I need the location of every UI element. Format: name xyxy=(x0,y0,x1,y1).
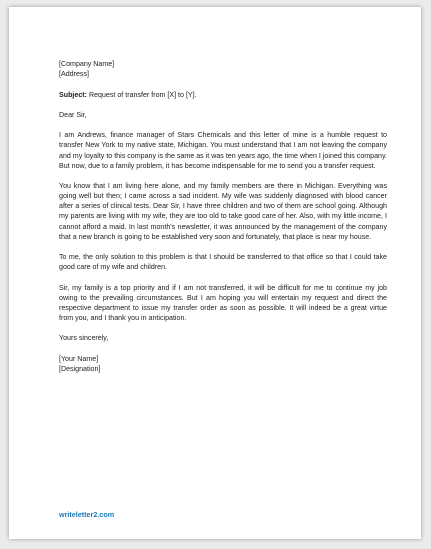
signature-name: [Your Name] xyxy=(59,354,99,363)
body-paragraph-2: You know that I am living here alone, and my family members are there in Michigan. Everything was going well but then; I came across a sad incident. My wife was suddenly diagnosed with blood cancer after a series of clinical tests. Dear Sir, I have three children and two of them are school going. Although my parents are living with my wife, they are too old to take good care of her. Also, with my little income, I cannot afford a maid. In last month's newsletter, it was announced by the management of the company that a new branch is going to be established very soon and fortunately, that place is near my house. xyxy=(59,182,387,241)
salutation: Dear Sir, xyxy=(59,110,87,119)
recipient-address: [Address] xyxy=(59,70,89,79)
letter-page xyxy=(9,7,421,539)
body-paragraph-3: To me, the only solution to this problem is that I should be transferred to that office so that I could take good care of my wife and children. xyxy=(59,253,387,272)
recipient-block xyxy=(59,59,387,79)
subject-label: Subject: xyxy=(59,90,87,99)
closing: Yours sincerely, xyxy=(59,334,109,343)
signature-block xyxy=(59,354,387,374)
signature-designation: [Designation] xyxy=(59,364,101,373)
letter-body xyxy=(59,59,387,384)
subject-line xyxy=(59,90,387,100)
body-paragraph-1: I am Andrews, finance manager of Stars Chemicals and this letter of mine is a humble request to transfer New York to my native state, Michigan. You must understand that I am not leaving the company and my loyalty to this company is the same as it was ten years ago, the time when I joined this company. But now, due to a family problem, it has become indispensable for me to send you a transfer request. xyxy=(59,131,387,170)
subject-text: Request of transfer from [X] to [Y]. xyxy=(86,90,197,99)
recipient-company: [Company Name] xyxy=(59,60,115,68)
footer-site-link[interactable]: writeletter2.com xyxy=(59,510,115,519)
body-paragraph-4: Sir, my family is a top priority and if I am not transferred, it will be difficult for me to continue my job owing to the prevailing circumstances. But I am hoping you will entertain my request and direct the respective department to issue my transfer order as soon as possible. It will indeed be a great virtue from you, and I thank you in anticipation. xyxy=(59,283,387,323)
